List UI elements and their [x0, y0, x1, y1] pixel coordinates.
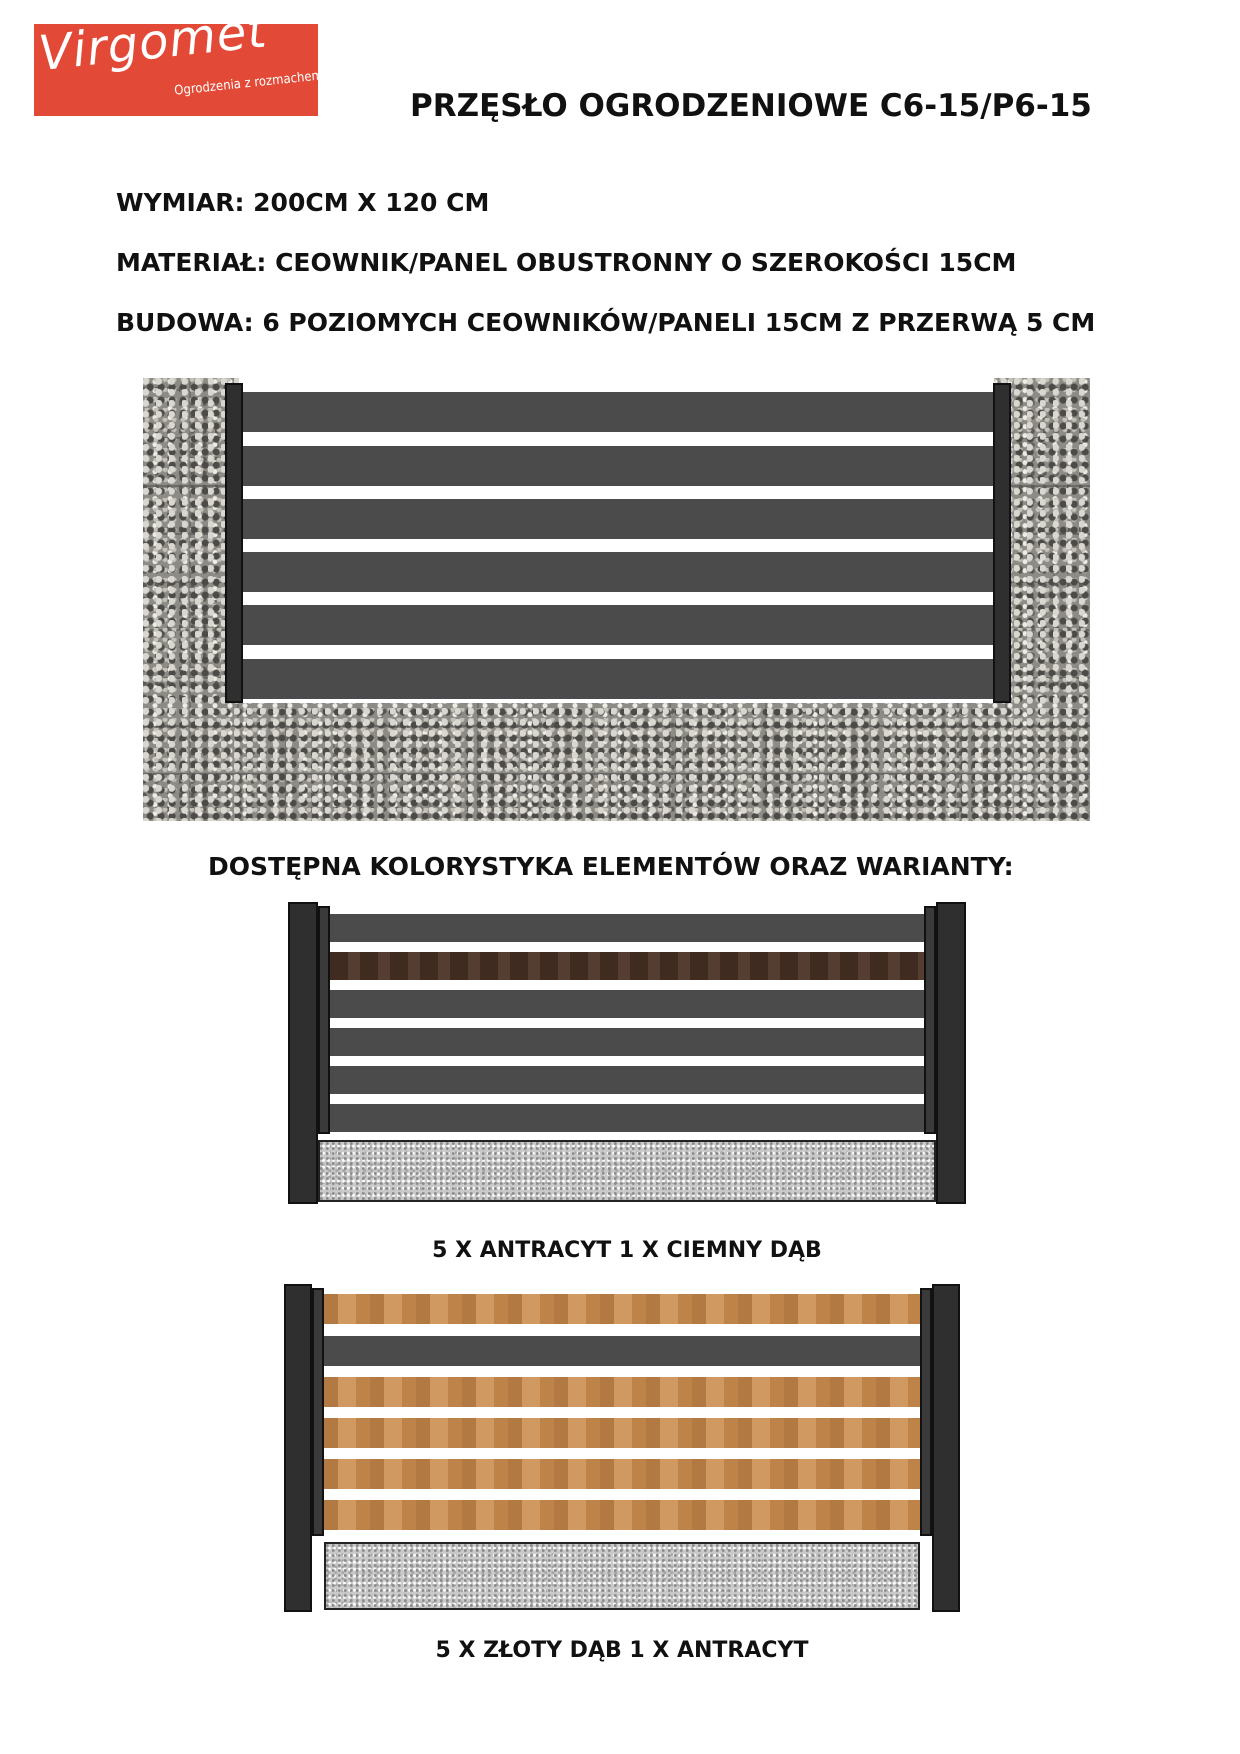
- variant-caption-2: 5 X ZŁOTY DĄB 1 X ANTRACYT: [435, 1638, 809, 1663]
- right-inner-post: [920, 1288, 932, 1536]
- left-post: [225, 383, 243, 703]
- variant-bar-antracyt: [330, 990, 924, 1018]
- fence-bar: [243, 446, 993, 486]
- spec-dimensions: WYMIAR: 200CM X 120 CM: [116, 188, 490, 217]
- variant-bar-antracyt: [330, 1104, 924, 1132]
- variant-bar-zloty-dab: [324, 1418, 920, 1448]
- spec-construction: BUDOWA: 6 POZIOMYCH CEOWNIKÓW/PANELI 15CM Z PRZERWĄ 5 CM: [116, 308, 1096, 337]
- left-post: [288, 902, 318, 1204]
- variant-illustration-2: [284, 1284, 960, 1612]
- right-inner-post: [924, 906, 936, 1134]
- variant-bar-zloty-dab: [324, 1459, 920, 1489]
- left-inner-post: [312, 1288, 324, 1536]
- fence-bar: [243, 659, 993, 699]
- colors-heading: DOSTĘPNA KOLORYSTYKA ELEMENTÓW ORAZ WARIANTY:: [208, 852, 1014, 881]
- granite-base: [324, 1542, 920, 1610]
- fence-bar: [243, 499, 993, 539]
- fence-bar: [243, 392, 993, 432]
- granite-base: [318, 1140, 936, 1202]
- fence-illustration-main: [143, 378, 1090, 821]
- fence-bar: [243, 552, 993, 592]
- right-post: [993, 383, 1011, 703]
- variant-bar-antracyt: [330, 1028, 924, 1056]
- variant-bar-antracyt: [324, 1336, 920, 1366]
- variant-bar-ciemny-dab: [330, 952, 924, 980]
- logo-tagline: Ogrodzenia z rozmachem: [173, 68, 324, 99]
- brand-logo: [34, 2, 324, 116]
- variant-illustration-1: [288, 902, 966, 1204]
- logo-name: Virgomet: [36, 2, 270, 83]
- variant-bar-zloty-dab: [324, 1500, 920, 1530]
- left-post: [284, 1284, 312, 1612]
- variant-bar-antracyt: [330, 914, 924, 942]
- spec-material: MATERIAŁ: CEOWNIK/PANEL OBUSTRONNY O SZEROKOŚCI 15CM: [116, 248, 1017, 277]
- right-post: [932, 1284, 960, 1612]
- page-title: PRZĘSŁO OGRODZENIOWE C6-15/P6-15: [410, 88, 1092, 124]
- variant-caption-1: 5 X ANTRACYT 1 X CIEMNY DĄB: [432, 1238, 822, 1263]
- variant-bar-zloty-dab: [324, 1377, 920, 1407]
- variant-bar-zloty-dab: [324, 1294, 920, 1324]
- fence-bar: [243, 605, 993, 645]
- right-post: [936, 902, 966, 1204]
- variant-bar-antracyt: [330, 1066, 924, 1094]
- left-inner-post: [318, 906, 330, 1134]
